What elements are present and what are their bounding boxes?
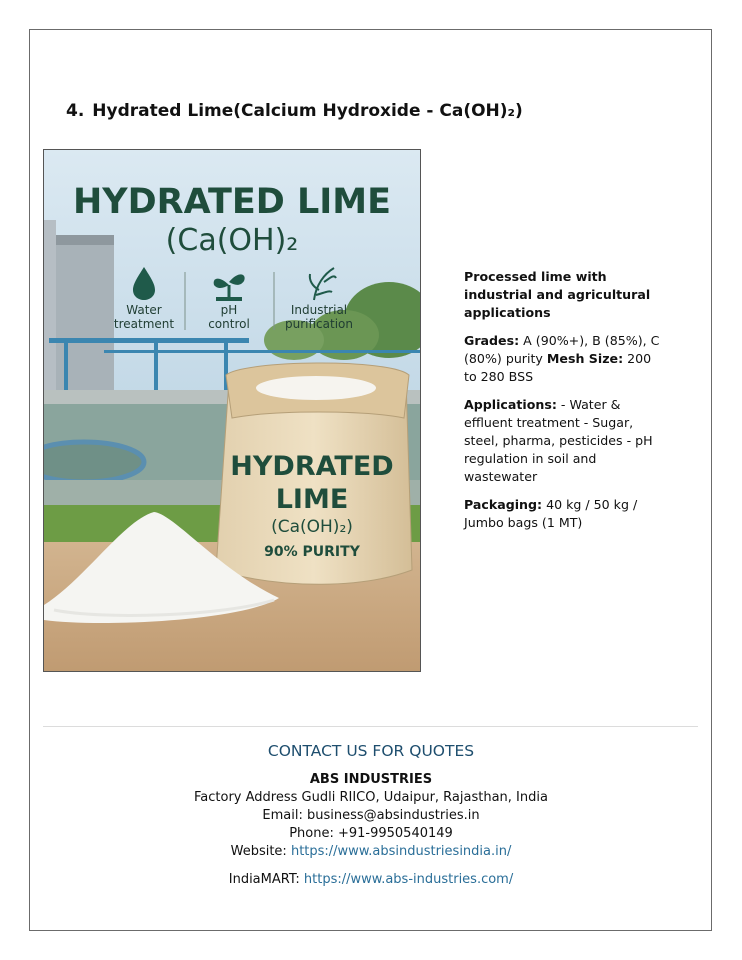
icon-label-line2: treatment — [113, 317, 175, 331]
grades-text: A (90%+), B (85%), C (80%) purity — [464, 333, 660, 366]
applications-label: Applications: — [464, 397, 557, 412]
description-intro: Processed lime with industrial and agricultural applications — [464, 269, 651, 320]
section-heading — [66, 101, 523, 121]
applications-text: - Water & effluent treatment - Sugar, steel, pharma, pesticides - pH regulation in soil and wastewater — [464, 397, 653, 484]
image-title-line1: HYDRATED LIME — [72, 182, 392, 222]
contact-block — [0, 740, 742, 889]
sack-label-line3: (Ca(OH)₂) — [271, 517, 353, 537]
sack-label-line1: HYDRATED — [230, 451, 394, 482]
lime-sack — [216, 363, 412, 584]
email-line[interactable]: Email: business@absindustries.in — [262, 808, 480, 823]
website-label: Website: — [230, 844, 287, 859]
indiamart-label: IndiaMART: — [228, 872, 300, 887]
mesh-label: Mesh Size: — [546, 351, 624, 366]
sack-label-line2: LIME — [275, 484, 349, 515]
icon-label-line2: purification — [285, 317, 353, 331]
packaging-text: 40 kg / 50 kg / Jumbo bags (1 MT) — [464, 497, 638, 530]
product-image — [43, 149, 421, 672]
icon-label-line2: control — [208, 317, 250, 331]
sack-label-line4: 90% PURITY — [264, 544, 360, 560]
factory-address: Factory Address Gudli RIICO, Udaipur, Rajasthan, India — [194, 790, 548, 805]
icon-label-line1: Water — [126, 303, 162, 317]
indiamart-link[interactable]: https://www.abs-industries.com/ — [303, 872, 514, 887]
company-name: ABS INDUSTRIES — [309, 772, 433, 787]
section-title: Hydrated Lime(Calcium Hydroxide - Ca(OH)₂) — [92, 101, 523, 121]
image-title-line2: (Ca(OH)₂ — [165, 223, 299, 258]
section-number: 4. — [66, 101, 85, 121]
grades-label: Grades: — [464, 333, 520, 348]
icon-label-line1: pH — [220, 303, 238, 317]
contact-title: CONTACT US FOR QUOTES — [267, 742, 475, 760]
packaging-label: Packaging: — [464, 497, 543, 512]
icon-label-line1: Industrial — [290, 303, 348, 317]
website-link[interactable]: https://www.absindustriesindia.in/ — [290, 844, 512, 859]
section-divider — [43, 726, 698, 727]
mesh-text: 200 to 280 BSS — [464, 351, 652, 384]
phone-line[interactable]: Phone: +91-9950540149 — [289, 826, 453, 841]
product-description — [464, 268, 664, 542]
